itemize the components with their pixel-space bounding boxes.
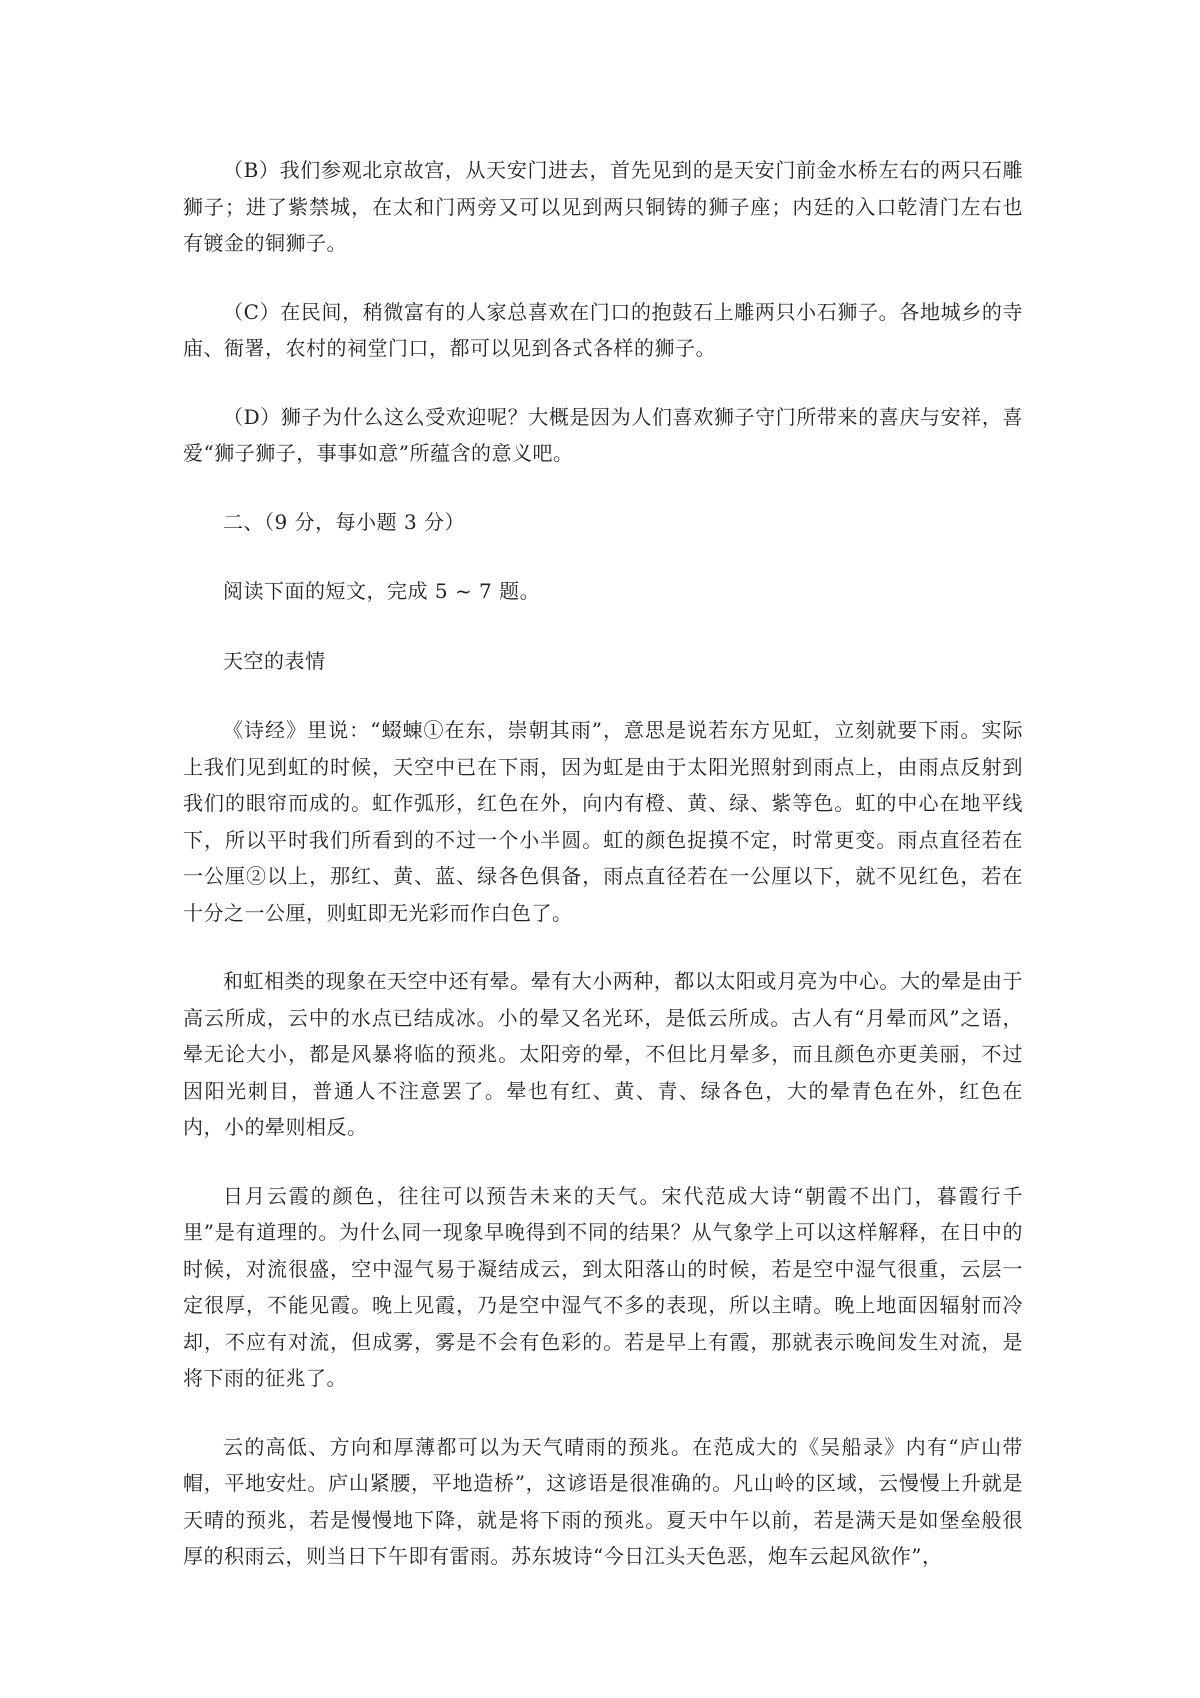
- paragraph-b-lions-forbidden-city: （B）我们参观北京故宫，从天安门进去，首先见到的是天安门前金水桥左右的两只石雕狮子；进了紫禁城，在太和门两旁又可以见到两只铜铸的狮子座；内廷的入口乾清门左右也有镀金的铜狮子。: [183, 158, 1023, 255]
- paragraph-c-folk-lions: （C）在民间，稍微富有的人家总喜欢在门口的抱鼓石上雕两只小石狮子。各地城乡的寺庙、衙署，农村的祠堂门口，都可以见到各式各样的狮子。: [183, 299, 1023, 360]
- document-body: [183, 152, 1023, 1606]
- reading-instruction: 阅读下面的短文，完成 5 ~ 7 题。: [223, 579, 541, 603]
- paragraph-rainbow: 《诗经》里说：“蝃蝀①在东，崇朝其雨”，意思是说若东方见虹，立刻就要下雨。实际上我们见到虹的时候，天空中已在下雨，因为虹是由于太阳光照射到雨点上，由雨点反射到我们的眼帘而成的。虹作弧形，红色在外，向内有橙、黄、绿、紫等色。虹的中心在地平线下，所以平时我们所看到的不过一个小半圆。虹的颜色捉摸不定，时常更变。雨点直径若在一公厘②以上，那红、黄、蓝、绿各色俱备，雨点直径若在一公厘以下，就不见红色，若在十分之一公厘，则虹即无光彩而作白色了。: [183, 718, 1023, 925]
- paragraph-d-why-lions-popular: （D）狮子为什么这么受欢迎呢？大概是因为人们喜欢狮子守门所带来的喜庆与安祥，喜爱“狮子狮子，事事如意”所蕴含的意义吧。: [183, 404, 1023, 465]
- paragraph-sun-moon-clouds: 日月云霞的颜色，往往可以预告未来的天气。宋代范成大诗“朝霞不出门，暮霞行千里”是有道理的。为什么同一现象早晚得到不同的结果？从气象学上可以这样解释，在日中的时候，对流很盛，空中湿气易于凝结成云，到太阳落山的时候，若是空中湿气很重，云层一定很厚，不能见霞。晚上见霞，乃是空中湿气不多的表现，所以主晴。晚上地面因辐射而冷却，不应有对流，但成雾，雾是不会有色彩的。若是早上有霞，那就表示晚间发生对流，是将下雨的征兆了。: [183, 1183, 1023, 1390]
- paragraph-halo: 和虹相类的现象在天空中还有晕。晕有大小两种，都以太阳或月亮为中心。大的晕是由于高云所成，云中的水点已结成冰。小的晕又名光环，是低云所成。古人有“月晕而风”之语，晕无论大小，都是风暴将临的预兆。太阳旁的晕，不但比月晕多，而且颜色亦更美丽，不过因阳光刺目，普通人不注意罢了。晕也有红、黄、青、绿各色，大的晕青色在外，红色在内，小的晕则相反。: [183, 969, 1023, 1139]
- article-title: 天空的表情: [223, 648, 326, 673]
- paragraph-cloud-height: 云的高低、方向和厚薄都可以为天气晴雨的预兆。在范成大的《吴船录》内有“庐山带帽，平地安灶。庐山紧腰，平地造桥”，这谚语是很准确的。凡山岭的区域，云慢慢上升就是天晴的预兆，若是慢慢地下降，就是将下雨的预兆。夏天中午以前，若是满天是如堡垒般很厚的积雨云，则当日下午即有雷雨。苏东坡诗“今日江头天色恶，炮车云起风欲作”，: [183, 1434, 1023, 1568]
- section-heading-two: 二、（9 分，每小题 3 分）: [223, 509, 466, 534]
